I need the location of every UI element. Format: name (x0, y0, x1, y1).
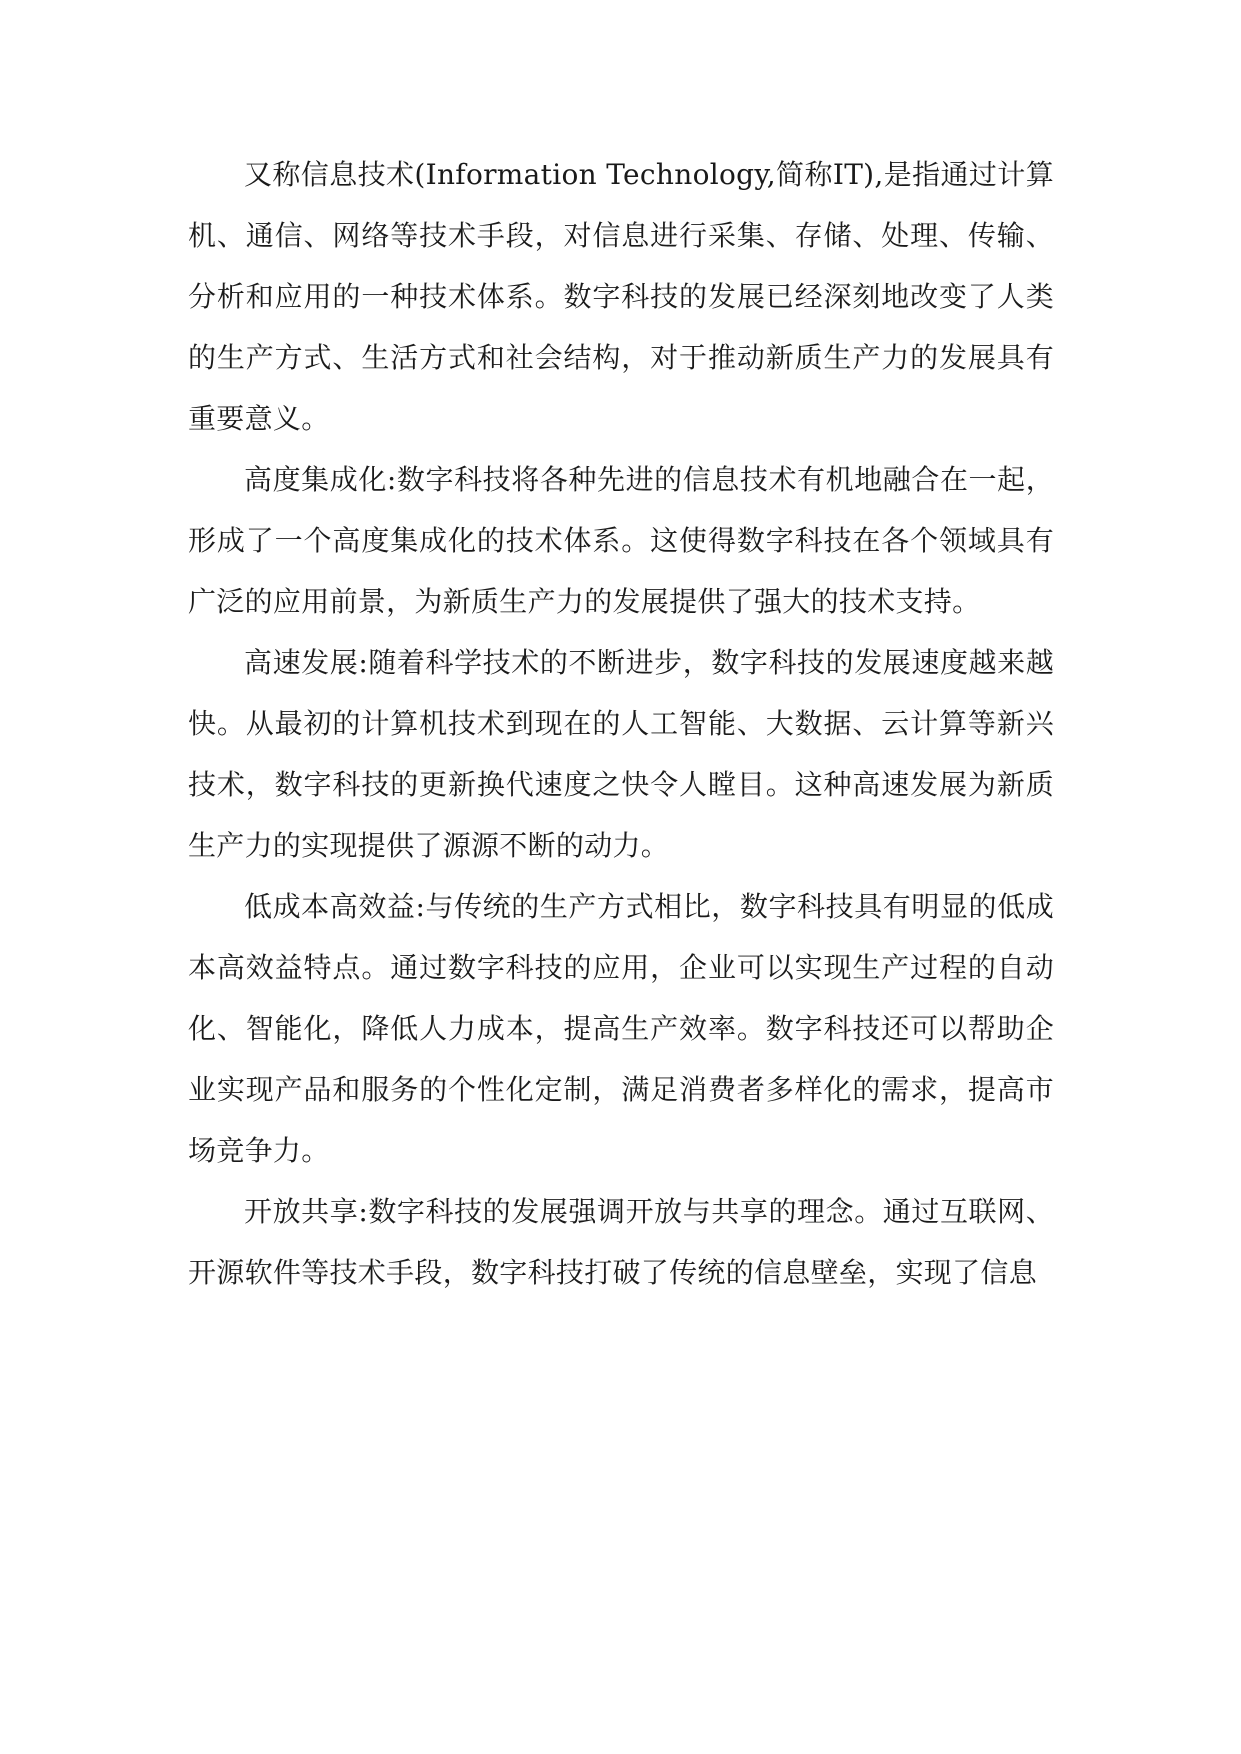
paragraph-it-definition: 又称信息技术(Information Technology,简称IT),是指通过计算机、通信、网络等技术手段，对信息进行采集、存储、处理、传输、分析和应用的一种技术体系。数字科技的发展已经深刻地改变了人类的生产方式、生活方式和社会结构，对于推动新质生产力的发展具有重要意义。 (188, 158, 1054, 435)
document-body (188, 144, 1054, 1303)
paragraph-high-integration: 高度集成化:数字科技将各种先进的信息技术有机地融合在一起，形成了一个高度集成化的技术体系。这使得数字科技在各个领域具有广泛的应用前景，为新质生产力的发展提供了强大的技术支持。 (188, 463, 1054, 618)
paragraph-open-sharing: 开放共享:数字科技的发展强调开放与共享的理念。通过互联网、开源软件等技术手段，数字科技打破了传统的信息壁垒，实现了信息 (188, 1195, 1054, 1289)
paragraph-high-speed-development: 高速发展:随着科学技术的不断进步，数字科技的发展速度越来越快。从最初的计算机技术到现在的人工智能、大数据、云计算等新兴技术，数字科技的更新换代速度之快令人瞠目。这种高速发展为新质生产力的实现提供了源源不断的动力。 (188, 646, 1054, 862)
paragraph-low-cost-high-benefit: 低成本高效益:与传统的生产方式相比，数字科技具有明显的低成本高效益特点。通过数字科技的应用，企业可以实现生产过程的自动化、智能化，降低人力成本，提高生产效率。数字科技还可以帮助企业实现产品和服务的个性化定制，满足消费者多样化的需求，提高市场竞争力。 (188, 890, 1054, 1167)
